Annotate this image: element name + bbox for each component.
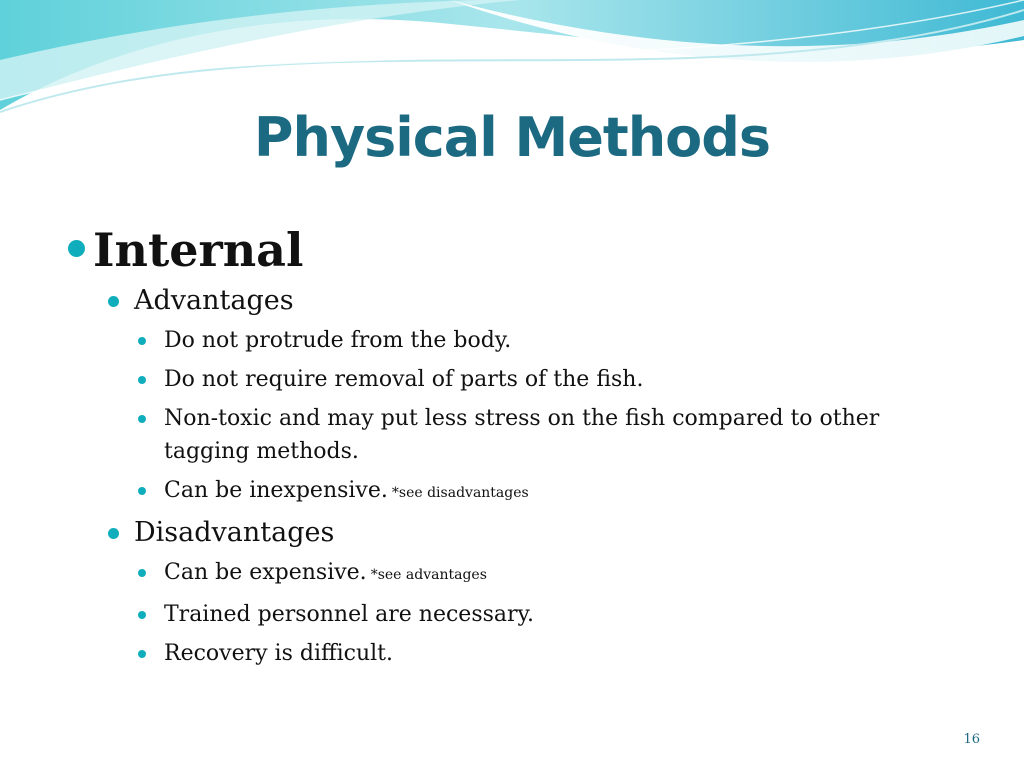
heading-internal: Internal bbox=[64, 218, 944, 282]
slide-body bbox=[64, 218, 944, 670]
disadvantage-item: Trained personnel are necessary. bbox=[164, 598, 944, 631]
disadvantage-note: *see advantages bbox=[370, 567, 487, 583]
slide-title: Physical Methods bbox=[253, 106, 771, 169]
advantage-item: Non-toxic and may put less stress on the fish compared to other tagging methods. bbox=[164, 402, 944, 468]
advantages-label: Advantages bbox=[106, 282, 944, 320]
advantage-note: *see disadvantages bbox=[391, 485, 529, 501]
disadvantage-item: Recovery is difficult. bbox=[164, 637, 944, 670]
advantage-item: Do not protrude from the body. bbox=[164, 324, 944, 357]
disadvantage-item-with-note bbox=[164, 556, 944, 592]
page-number: 16 bbox=[963, 732, 980, 747]
disadvantages-label: Disadvantages bbox=[106, 514, 944, 552]
advantage-item-text: Can be inexpensive. bbox=[164, 478, 388, 503]
disadvantage-item-text: Can be expensive. bbox=[164, 560, 367, 585]
advantage-item: Do not require removal of parts of the fish. bbox=[164, 363, 944, 396]
advantage-item-with-note bbox=[164, 474, 944, 510]
